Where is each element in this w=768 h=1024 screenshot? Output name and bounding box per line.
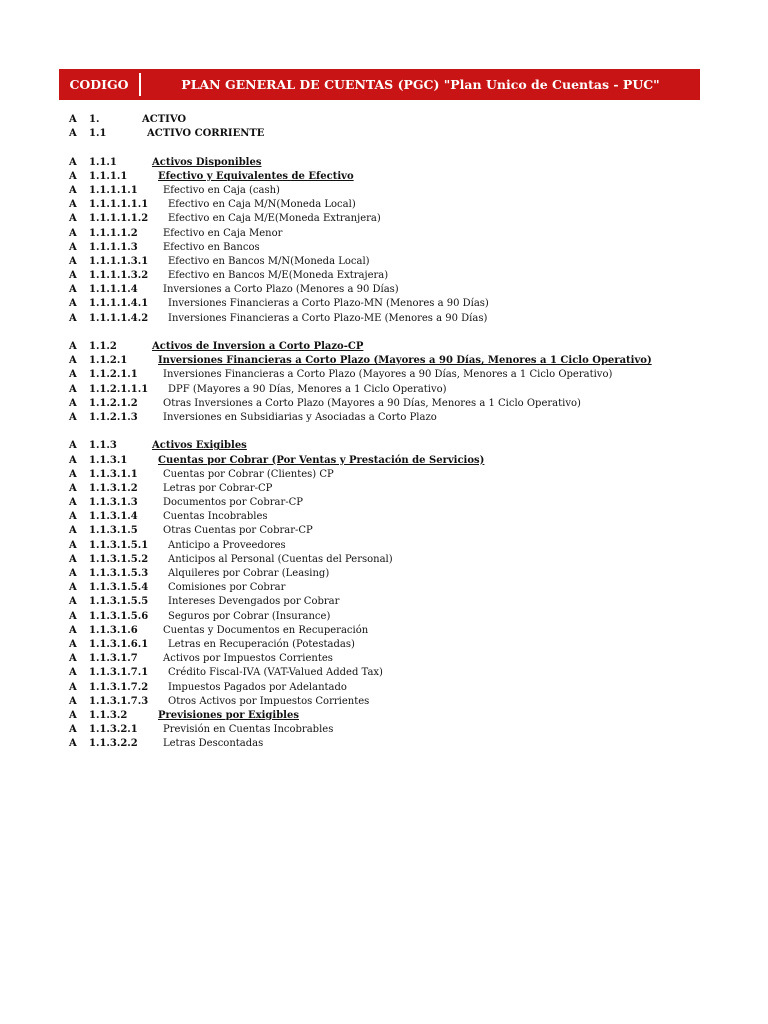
account-code: 1.1.1.1.4 [89, 284, 138, 296]
account-name: Anticipos al Personal (Cuentas del Personal) [168, 553, 393, 565]
row-spacer [0, 141, 768, 155]
account-row [0, 113, 768, 127]
account-name: Otros Activos por Impuestos Corrientes [168, 695, 370, 707]
account-row [0, 454, 768, 468]
account-type: A [69, 724, 77, 736]
account-name: Activos Exigibles [152, 440, 247, 452]
account-name: Inversiones Financieras a Corto Plazo (Mayores a 90 Días, Menores a 1 Ciclo Operativo) [163, 369, 613, 381]
account-row [0, 567, 768, 581]
account-type: A [69, 695, 77, 707]
account-code: 1.1.3.1.7 [89, 653, 138, 665]
account-name: Inversiones Financieras a Corto Plazo-MN (Menores a 90 Días) [168, 298, 489, 310]
account-name: Efectivo en Caja Menor [163, 227, 283, 239]
account-name: Documentos por Cobrar-CP [163, 497, 304, 509]
account-code: 1.1.1.1.3.2 [89, 270, 149, 282]
account-name: Efectivo y Equivalentes de Efectivo [158, 170, 354, 182]
account-type: A [69, 241, 77, 253]
account-name: Otras Inversiones a Corto Plazo (Mayores a 90 Días, Menores a 1 Ciclo Operativo) [163, 397, 581, 409]
account-type: A [69, 667, 77, 679]
account-code: 1.1.3.1.6.1 [89, 638, 149, 650]
account-type: A [69, 454, 77, 466]
account-row [0, 397, 768, 411]
account-type: A [69, 497, 77, 509]
account-type: A [69, 369, 77, 381]
account-name: Activos por Impuestos Corrientes [163, 653, 333, 665]
account-code: 1.1.1.1.3.1 [89, 255, 149, 267]
account-code: 1.1.3.1.2 [89, 482, 138, 494]
account-row [0, 297, 768, 311]
account-type: A [69, 596, 77, 608]
account-row [0, 737, 768, 751]
account-row [0, 681, 768, 695]
account-row [0, 156, 768, 170]
account-type: A [69, 184, 77, 196]
account-code: 1.1.2.1.1 [89, 369, 138, 381]
account-type: A [69, 411, 77, 423]
account-row [0, 595, 768, 609]
row-spacer [0, 326, 768, 340]
account-code: 1.1.2.1 [89, 355, 128, 367]
account-type: A [69, 582, 77, 594]
account-type: A [69, 199, 77, 211]
account-name: Cuentas por Cobrar (Clientes) CP [163, 468, 334, 480]
account-type: A [69, 511, 77, 523]
account-code: 1.1.1.1.1.1 [89, 199, 149, 211]
account-row [0, 553, 768, 567]
account-row [0, 411, 768, 425]
account-row [0, 581, 768, 595]
account-row [0, 184, 768, 198]
account-name: Otras Cuentas por Cobrar-CP [163, 525, 313, 537]
account-code: 1.1.2.1.1.1 [89, 383, 149, 395]
account-type: A [69, 610, 77, 622]
account-row [0, 723, 768, 737]
account-type: A [69, 397, 77, 409]
account-name: Cuentas Incobrables [163, 511, 268, 523]
account-name: Efectivo en Caja M/E(Moneda Extranjera) [168, 213, 381, 225]
account-name: Inversiones a Corto Plazo (Menores a 90 Días) [163, 284, 399, 296]
account-code: 1.1 [89, 128, 107, 140]
account-row [0, 709, 768, 723]
account-code: 1.1.1.1.1.2 [89, 213, 149, 225]
account-code: 1.1.3.2 [89, 709, 128, 721]
account-row [0, 354, 768, 368]
account-type: A [69, 156, 77, 168]
account-row [0, 539, 768, 553]
account-name: Efectivo en Caja (cash) [163, 184, 280, 196]
account-code: 1. [89, 114, 100, 125]
account-row [0, 524, 768, 538]
account-code: 1.1.3.1.4 [89, 511, 138, 523]
account-type: A [69, 482, 77, 494]
account-row [0, 666, 768, 680]
account-code: 1.1.3.2.1 [89, 724, 138, 736]
account-name: Crédito Fiscal-IVA (VAT-Valued Added Tax) [168, 667, 383, 679]
account-name: ACTIVO CORRIENTE [147, 128, 265, 140]
account-name: Comisiones por Cobrar [168, 582, 286, 594]
account-code: 1.1.2.1.2 [89, 397, 138, 409]
account-row [0, 340, 768, 354]
account-name: Inversiones en Subsidiarias y Asociadas a Corto Plazo [163, 411, 437, 423]
account-name: ACTIVO [142, 114, 187, 125]
account-row [0, 227, 768, 241]
account-row [0, 283, 768, 297]
account-row [0, 170, 768, 184]
account-type: A [69, 227, 77, 239]
account-type: A [69, 624, 77, 636]
account-type: A [69, 653, 77, 665]
account-code: 1.1.3.1 [89, 454, 128, 466]
account-type: A [69, 468, 77, 480]
account-code: 1.1.2 [89, 341, 117, 352]
account-name: Alquileres por Cobrar (Leasing) [168, 568, 330, 579]
account-type: A [69, 213, 77, 225]
account-row [0, 212, 768, 226]
account-code: 1.1.2.1.3 [89, 411, 138, 423]
account-code: 1.1.3.1.5.1 [89, 539, 149, 551]
account-type: A [69, 284, 77, 296]
account-type: A [69, 312, 77, 324]
account-name: Seguros por Cobrar (Insurance) [168, 610, 331, 622]
account-type: A [69, 568, 77, 579]
account-type: A [69, 681, 77, 693]
account-name: Letras por Cobrar-CP [163, 482, 273, 494]
account-code: 1.1.3.1.7.3 [89, 695, 149, 707]
account-type: A [69, 255, 77, 267]
header-bar [59, 69, 700, 100]
account-row [0, 624, 768, 638]
account-code: 1.1.3.1.5 [89, 525, 138, 537]
account-name: Cuentas por Cobrar (Por Ventas y Prestación de Servicios) [158, 454, 485, 466]
account-code: 1.1.3.2.2 [89, 738, 138, 750]
account-row [0, 496, 768, 510]
account-row [0, 383, 768, 397]
account-row [0, 638, 768, 652]
account-row [0, 312, 768, 326]
account-name: Cuentas y Documentos en Recuperación [163, 624, 369, 636]
account-name: Previsión en Cuentas Incobrables [163, 724, 334, 736]
account-type: A [69, 128, 77, 140]
account-name: Anticipo a Proveedores [168, 539, 286, 551]
account-name: Efectivo en Bancos M/E(Moneda Extrajera) [168, 270, 389, 282]
account-row [0, 198, 768, 212]
account-code: 1.1.1 [89, 156, 117, 168]
account-code: 1.1.1.1.2 [89, 227, 138, 239]
account-type: A [69, 525, 77, 537]
account-code: 1.1.1.1.4.2 [89, 312, 149, 324]
account-code: 1.1.3.1.5.2 [89, 553, 149, 565]
account-list [0, 113, 768, 751]
account-row [0, 368, 768, 382]
account-code: 1.1.3.1.5.3 [89, 568, 149, 579]
account-name: Activos de Inversion a Corto Plazo-CP [152, 341, 364, 352]
account-type: A [69, 298, 77, 310]
account-type: A [69, 114, 77, 125]
account-code: 1.1.1.1.3 [89, 241, 138, 253]
account-name: Letras en Recuperación (Potestadas) [168, 638, 355, 650]
account-type: A [69, 638, 77, 650]
account-name: Letras Descontadas [163, 738, 264, 750]
account-code: 1.1.3.1.7.1 [89, 667, 149, 679]
account-code: 1.1.1.1 [89, 170, 128, 182]
account-name: Previsiones por Exigibles [158, 709, 299, 721]
code-column-header: CODIGO [69, 77, 129, 92]
account-code: 1.1.3.1.1 [89, 468, 138, 480]
account-code: 1.1.3.1.5.6 [89, 610, 149, 622]
account-type: A [69, 539, 77, 551]
account-name: Impuestos Pagados por Adelantado [168, 681, 347, 693]
account-type: A [69, 553, 77, 565]
document-title: PLAN GENERAL DE CUENTAS (PGC) "Plan Unico de Cuentas - PUC" [181, 77, 660, 92]
account-row [0, 482, 768, 496]
account-row [0, 269, 768, 283]
account-row [0, 468, 768, 482]
account-row [0, 241, 768, 255]
account-row [0, 610, 768, 624]
account-name: DPF (Mayores a 90 Días, Menores a 1 Ciclo Operativo) [168, 383, 447, 395]
account-row [0, 255, 768, 269]
account-type: A [69, 383, 77, 395]
account-type: A [69, 355, 77, 367]
account-code: 1.1.3.1.5.4 [89, 582, 149, 594]
account-type: A [69, 170, 77, 182]
account-row [0, 695, 768, 709]
account-code: 1.1.3.1.5.5 [89, 596, 149, 608]
account-name: Efectivo en Bancos M/N(Moneda Local) [168, 255, 370, 267]
account-name: Inversiones Financieras a Corto Plazo (Mayores a 90 Días, Menores a 1 Ciclo Operativo) [158, 355, 652, 367]
account-code: 1.1.1.1.4.1 [89, 298, 149, 310]
account-row [0, 439, 768, 453]
account-row [0, 127, 768, 141]
account-code: 1.1.3 [89, 440, 117, 452]
account-type: A [69, 738, 77, 750]
account-name: Intereses Devengados por Cobrar [168, 596, 340, 608]
row-spacer [0, 425, 768, 439]
account-code: 1.1.3.1.6 [89, 624, 138, 636]
account-name: Efectivo en Caja M/N(Moneda Local) [168, 199, 356, 211]
account-row [0, 510, 768, 524]
account-type: A [69, 341, 77, 352]
account-name: Activos Disponibles [152, 156, 262, 168]
account-row [0, 652, 768, 666]
account-type: A [69, 709, 77, 721]
account-type: A [69, 270, 77, 282]
account-code: 1.1.1.1.1 [89, 184, 138, 196]
account-name: Inversiones Financieras a Corto Plazo-ME (Menores a 90 Días) [168, 312, 488, 324]
account-type: A [69, 440, 77, 452]
account-code: 1.1.3.1.7.2 [89, 681, 149, 693]
account-code: 1.1.3.1.3 [89, 497, 138, 509]
account-name: Efectivo en Bancos [163, 241, 260, 253]
